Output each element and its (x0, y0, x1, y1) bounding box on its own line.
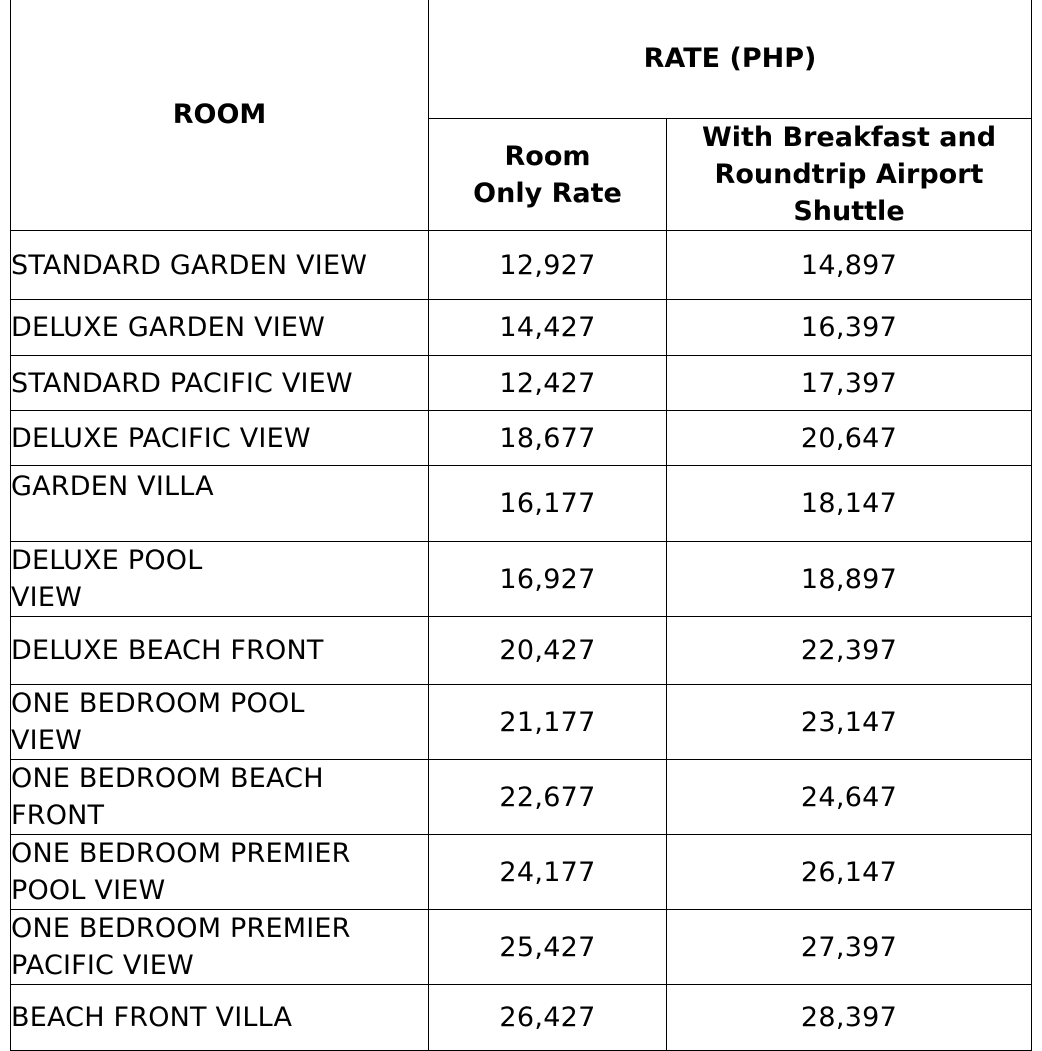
with-breakfast-rate: 27,397 (667, 910, 1032, 985)
room-only-rate: 18,677 (429, 411, 667, 466)
table-row (11, 300, 1032, 356)
room-name: DELUXE GARDEN VIEW (11, 300, 429, 356)
with-breakfast-rate: 20,647 (667, 411, 1032, 466)
room-name (11, 685, 429, 760)
room-only-rate: 20,427 (429, 617, 667, 685)
table-row (11, 542, 1032, 617)
room-name: DELUXE BEACH FRONT (11, 617, 429, 685)
table-row (11, 231, 1032, 300)
rate-column-header: RATE (PHP) (429, 0, 1032, 119)
room-name: STANDARD GARDEN VIEW (11, 231, 429, 300)
table-row (11, 910, 1032, 985)
table-row (11, 466, 1032, 542)
room-rates-table (10, 0, 1032, 1051)
room-name: BEACH FRONT VILLA (11, 985, 429, 1051)
with-breakfast-rate: 23,147 (667, 685, 1032, 760)
room-only-rate: 12,427 (429, 356, 667, 411)
table-row (11, 760, 1032, 835)
room-name-text: ONE BEDROOM POOL VIEW (11, 688, 305, 756)
room-name (11, 760, 429, 835)
with-breakfast-rate: 14,897 (667, 231, 1032, 300)
room-name: DELUXE PACIFIC VIEW (11, 411, 429, 466)
with-breakfast-rate: 16,397 (667, 300, 1032, 356)
room-name (11, 835, 429, 910)
room-only-rate-header: Room Only Rate (429, 119, 667, 231)
room-name-text: ONE BEDROOM BEACH FRONT (11, 763, 324, 831)
room-name (11, 542, 429, 617)
with-breakfast-rate: 18,897 (667, 542, 1032, 617)
table-row (11, 835, 1032, 910)
with-breakfast-rate: 28,397 (667, 985, 1032, 1051)
with-breakfast-rate: 18,147 (667, 466, 1032, 542)
table-row (11, 356, 1032, 411)
with-breakfast-rate: 22,397 (667, 617, 1032, 685)
room-only-rate: 26,427 (429, 985, 667, 1051)
room-name-text: DELUXE POOL VIEW (11, 545, 203, 613)
header-row-top (11, 0, 1032, 119)
with-breakfast-rate: 24,647 (667, 760, 1032, 835)
with-breakfast-rate: 17,397 (667, 356, 1032, 411)
with-breakfast-header: With Breakfast and Roundtrip Airport Shuttle (667, 119, 1032, 231)
room-only-rate: 24,177 (429, 835, 667, 910)
room-name-text: ONE BEDROOM PREMIER POOL VIEW (11, 838, 351, 906)
table-row (11, 685, 1032, 760)
with-breakfast-rate: 26,147 (667, 835, 1032, 910)
room-only-rate: 12,927 (429, 231, 667, 300)
room-name-text: ONE BEDROOM PREMIER PACIFIC VIEW (11, 913, 351, 981)
room-name: GARDEN VILLA (11, 466, 429, 542)
room-name (11, 910, 429, 985)
room-only-rate: 16,927 (429, 542, 667, 617)
room-only-rate: 21,177 (429, 685, 667, 760)
room-only-rate: 22,677 (429, 760, 667, 835)
table-row (11, 985, 1032, 1051)
room-only-rate: 25,427 (429, 910, 667, 985)
table-row (11, 411, 1032, 466)
room-name: STANDARD PACIFIC VIEW (11, 356, 429, 411)
room-column-header: ROOM (11, 0, 429, 231)
room-only-rate: 16,177 (429, 466, 667, 542)
table-row (11, 617, 1032, 685)
room-only-rate: 14,427 (429, 300, 667, 356)
